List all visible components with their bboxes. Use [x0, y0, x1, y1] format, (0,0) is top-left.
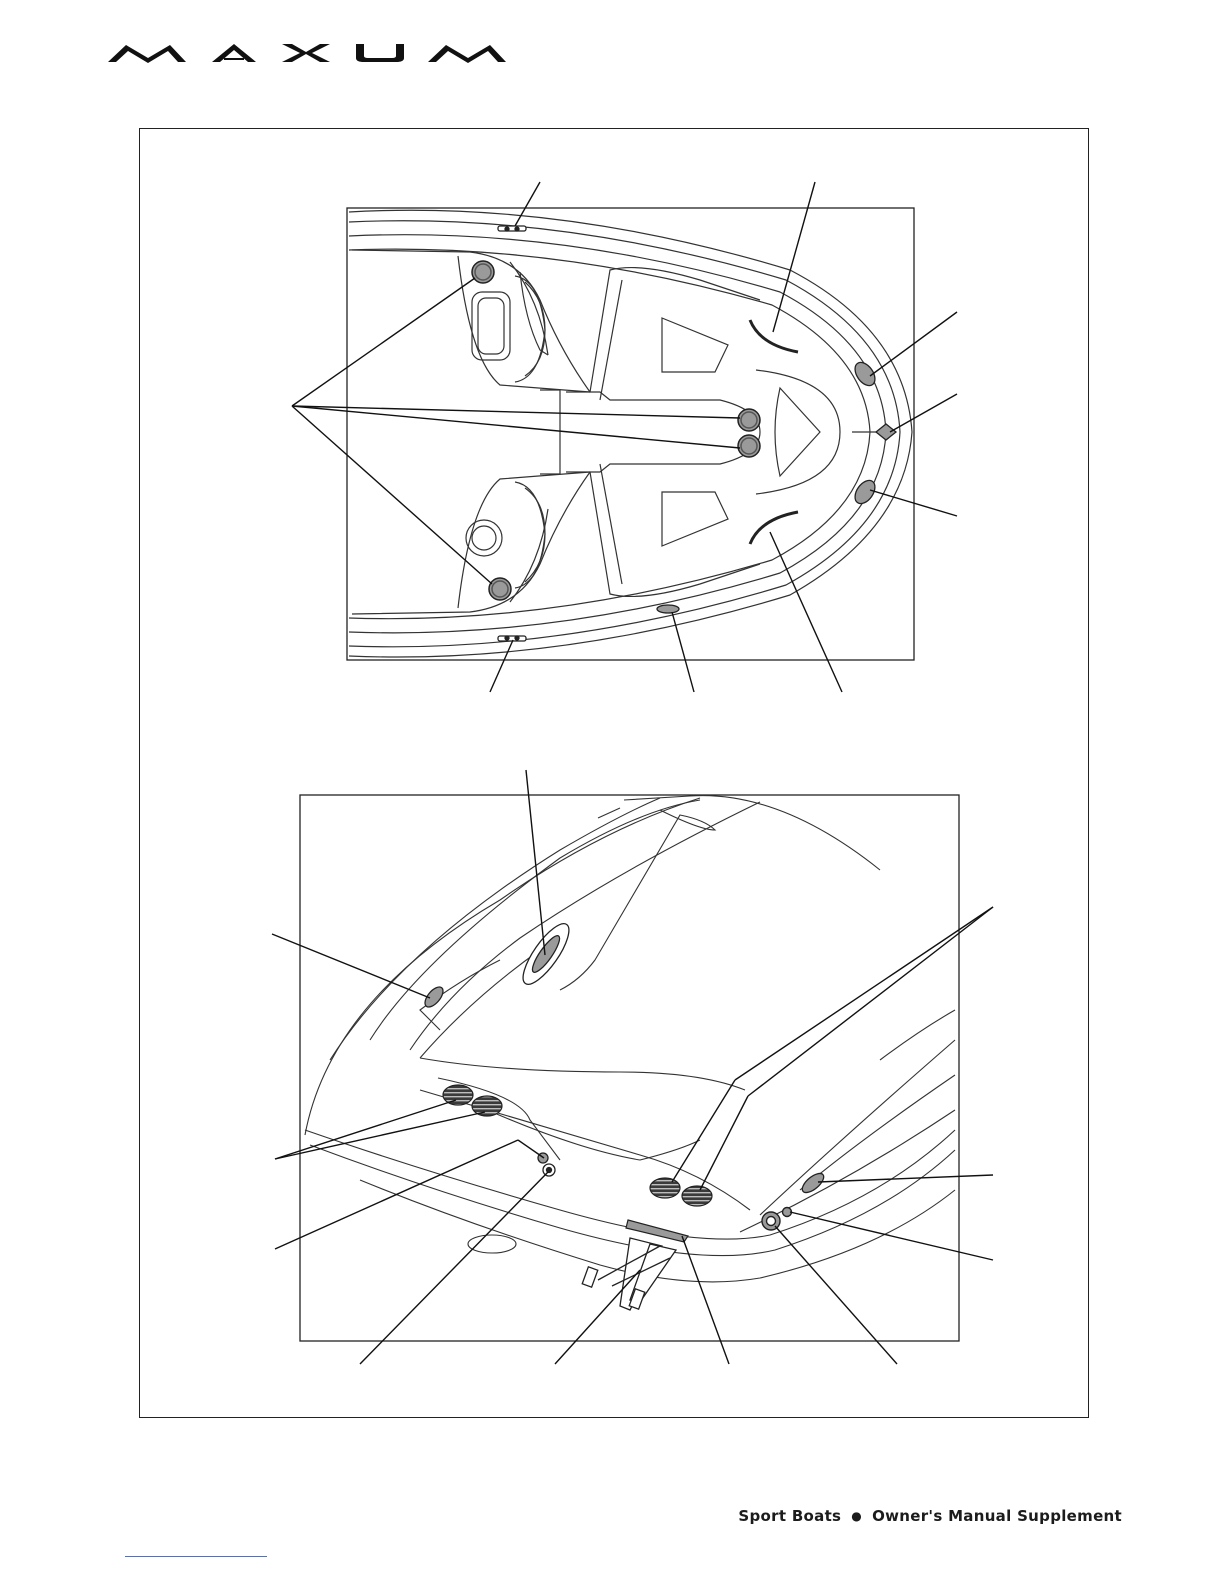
boarding-ladder — [582, 1238, 676, 1310]
cleat-bottom — [498, 636, 526, 641]
side-light-rear-right — [799, 1170, 827, 1196]
footer-product: Sport Boats — [738, 1507, 842, 1525]
cleat-top — [498, 226, 526, 231]
footer-separator: ● — [851, 1509, 863, 1523]
side-light-rear-left — [422, 984, 447, 1010]
fuel-fill — [762, 1208, 792, 1231]
footer-document: Owner's Manual Supplement — [872, 1507, 1122, 1525]
bottom-accent-rule — [125, 1556, 267, 1557]
grab-handle-rear — [516, 918, 577, 991]
top-view-callout-lines — [292, 182, 957, 692]
top-view-drawing — [347, 208, 914, 660]
side-vent — [657, 605, 679, 613]
top-view-frame — [347, 208, 914, 660]
grab-handle-upper — [750, 320, 798, 352]
bow-eye — [876, 424, 896, 440]
page-footer — [738, 1507, 1122, 1525]
